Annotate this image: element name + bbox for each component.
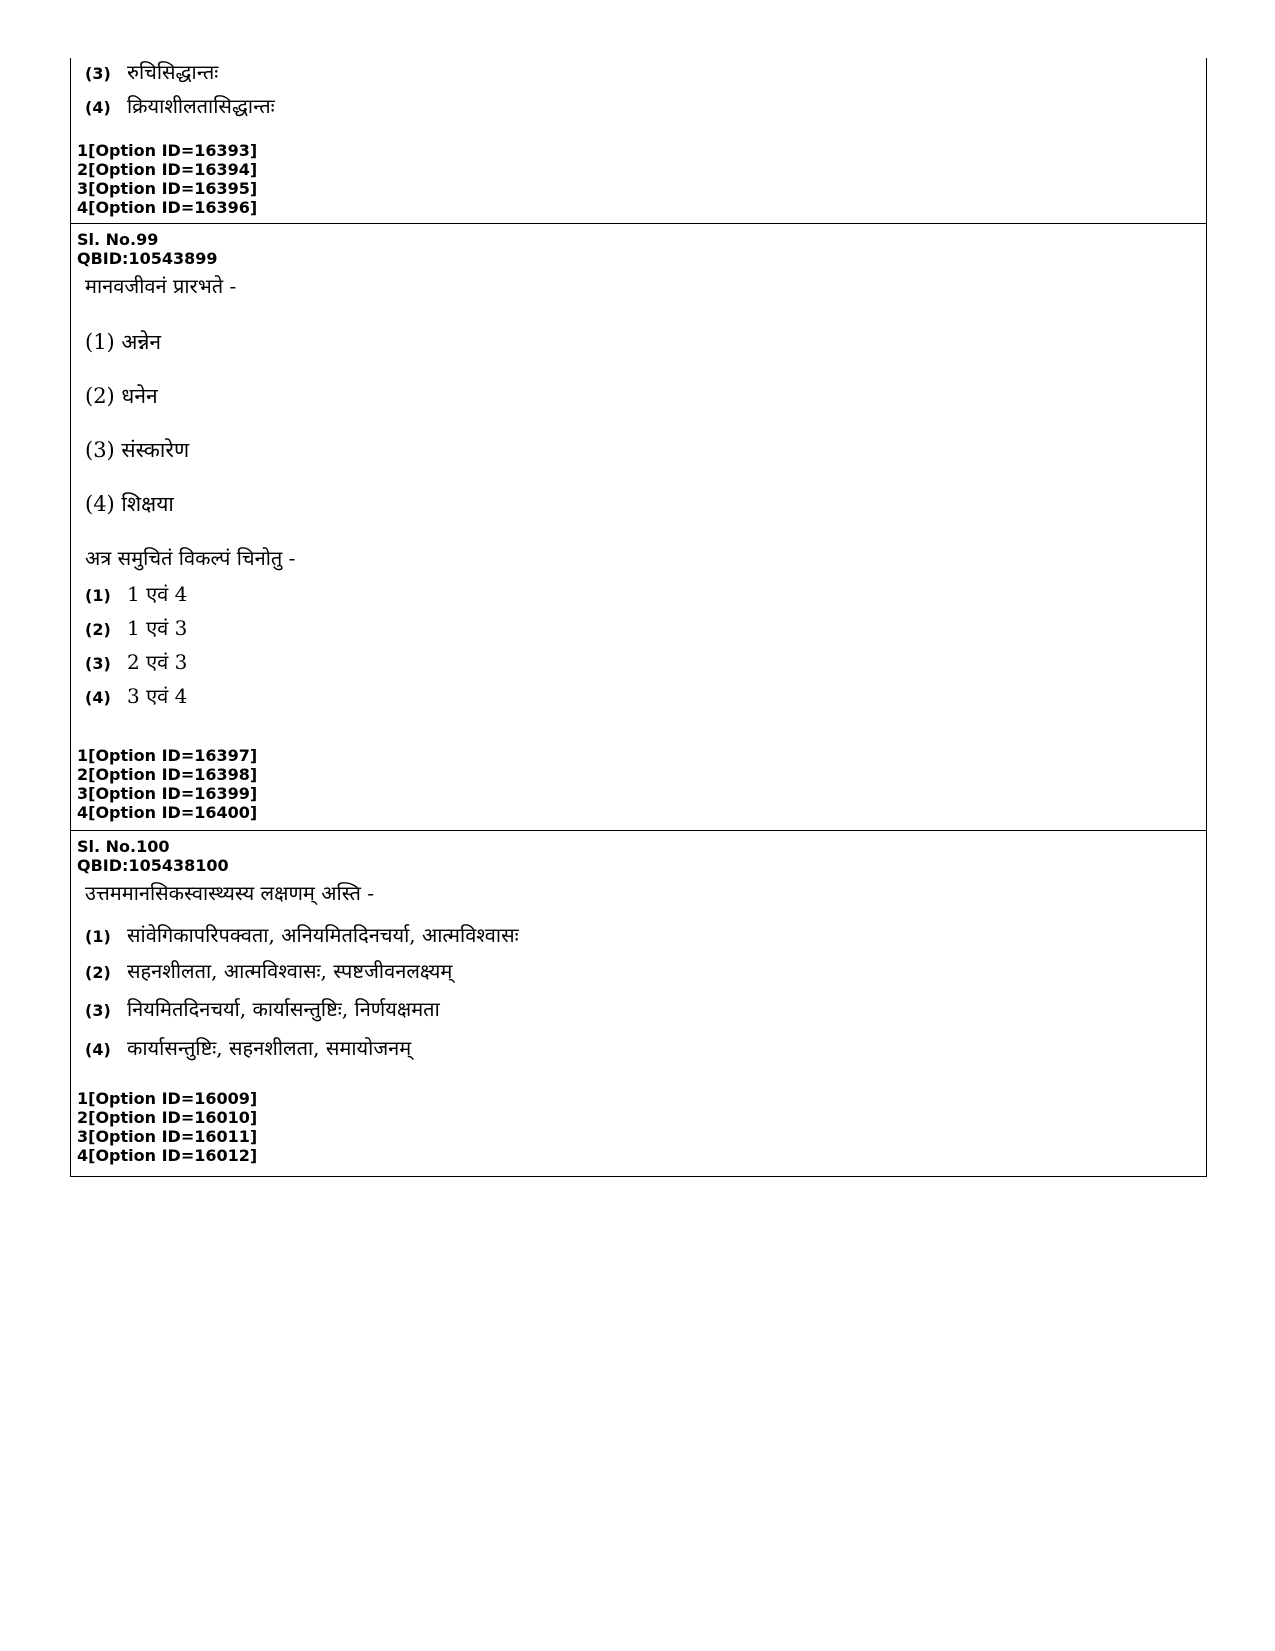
option-number: (2) <box>85 963 111 982</box>
option-id: 2[Option ID=16394] <box>77 160 258 179</box>
option-id: 2[Option ID=16398] <box>77 765 258 784</box>
statement-item: (2) धनेन <box>85 384 158 408</box>
option-row <box>71 921 519 948</box>
option-row <box>71 614 187 641</box>
option-id-list <box>71 1089 263 1167</box>
question-sheet <box>70 58 1207 1177</box>
option-number: (4) <box>85 688 111 707</box>
option-text: 2 एवं 3 <box>127 650 188 674</box>
statement-item: (3) संस्कारेण <box>85 438 190 462</box>
option-row <box>71 92 275 119</box>
question-100 <box>71 830 1206 1176</box>
option-row <box>71 648 187 675</box>
option-row <box>71 58 218 85</box>
question-header <box>71 224 224 268</box>
statement-item: (1) अन्नेन <box>85 330 162 354</box>
option-id: 1[Option ID=16397] <box>77 746 258 765</box>
question-header <box>71 831 235 875</box>
option-id-list <box>71 746 263 824</box>
option-text: 1 एवं 4 <box>127 582 188 606</box>
option-id: 3[Option ID=16399] <box>77 784 258 803</box>
option-id-list <box>71 141 263 219</box>
option-id: 4[Option ID=16012] <box>77 1146 258 1165</box>
option-number: (3) <box>85 64 111 83</box>
option-id: 3[Option ID=16395] <box>77 179 258 198</box>
option-row <box>71 957 452 984</box>
option-number: (3) <box>85 1001 111 1020</box>
question-text: मानवजीवनं प्रारभते - <box>85 274 237 298</box>
option-number: (4) <box>85 1040 111 1059</box>
option-number: (1) <box>85 586 111 605</box>
option-text: रुचिसिद्धान्तः <box>127 60 219 84</box>
question-99 <box>71 223 1206 830</box>
option-text: नियमितदिनचर्या, कार्यासन्तुष्टिः, निर्णयक्षमता <box>127 997 440 1021</box>
option-row <box>71 580 187 607</box>
option-row <box>71 995 440 1022</box>
option-text: 1 एवं 3 <box>127 616 188 640</box>
option-number: (4) <box>85 98 111 117</box>
option-number: (1) <box>85 927 111 946</box>
question-98-continued <box>71 58 1206 223</box>
option-number: (2) <box>85 620 111 639</box>
option-row <box>71 1034 411 1061</box>
instruction-text: अत्र समुचितं विकल्पं चिनोतु - <box>85 546 296 570</box>
option-id: 2[Option ID=16010] <box>77 1108 258 1127</box>
serial-number: Sl. No.99 <box>77 230 159 249</box>
serial-number: Sl. No.100 <box>77 837 170 856</box>
option-text: क्रियाशीलतासिद्धान्तः <box>127 94 275 118</box>
option-id: 3[Option ID=16011] <box>77 1127 258 1146</box>
option-number: (3) <box>85 654 111 673</box>
option-text: कार्यासन्तुष्टिः, सहनशीलता, समायोजनम् <box>127 1036 412 1060</box>
option-text: 3 एवं 4 <box>127 684 188 708</box>
option-row <box>71 682 187 709</box>
option-id: 4[Option ID=16400] <box>77 803 258 822</box>
option-id: 1[Option ID=16393] <box>77 141 258 160</box>
qbid: QBID:105438100 <box>77 856 229 875</box>
option-text: सहनशीलता, आत्मविश्वासः, स्पष्टजीवनलक्ष्यम् <box>127 959 453 983</box>
option-id: 4[Option ID=16396] <box>77 198 258 217</box>
question-text: उत्तममानसिकस्वास्थ्यस्य लक्षणम् अस्ति - <box>85 881 374 905</box>
option-text: सांवेगिकापरिपक्वता, अनियमितदिनचर्या, आत्मविश्वासः <box>127 923 519 947</box>
option-id: 1[Option ID=16009] <box>77 1089 258 1108</box>
qbid: QBID:10543899 <box>77 249 218 268</box>
statement-item: (4) शिक्षया <box>85 492 174 516</box>
